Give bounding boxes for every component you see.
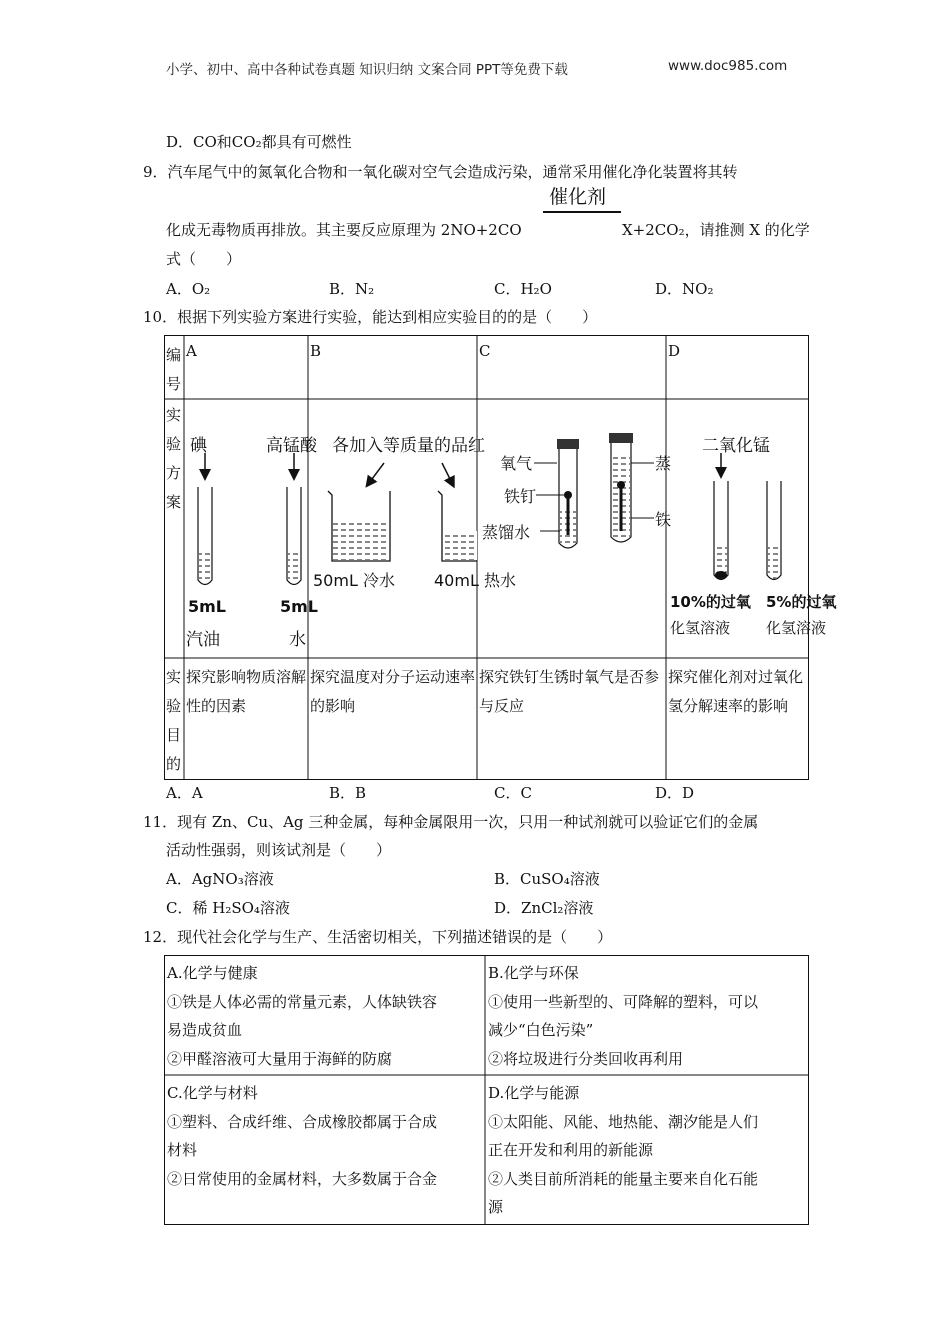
d-label-mno2: 二氧化锰 — [702, 436, 770, 456]
q12-d-line4: 源 — [488, 1198, 504, 1216]
q12-a-line1: ①铁是人体必需的常量元素，人体缺铁容 — [167, 992, 438, 1011]
page-header-url[interactable]: www.doc985.com — [668, 58, 788, 74]
q10-purpose-c: 探究铁钉生锈时氧气是否参与反应 — [479, 668, 660, 715]
q12-d-title: D.化学与能源 — [488, 1084, 580, 1102]
a-label-kmno4: 高锰酸 — [266, 436, 317, 456]
q12-b-title: B.化学与环保 — [488, 964, 579, 982]
a-label-tube2-liquid: 水 — [289, 630, 306, 650]
q12-cell-c — [167, 1079, 437, 1193]
a-tube-gasoline — [198, 453, 212, 585]
a-label-tube2-volume: 5mL — [280, 597, 318, 616]
b-beaker-hot — [438, 463, 477, 561]
d-label-5pct-l1: 5%的过氧 — [766, 593, 837, 611]
a-tube-water — [287, 453, 301, 585]
q11-option-b: B．CuSO₄溶液 — [494, 870, 600, 888]
c-label-water: 蒸馏水 — [482, 523, 531, 542]
q12-cell-d — [488, 1079, 758, 1222]
q11-option-d: D．ZnCl₂溶液 — [494, 899, 594, 917]
q10-experiment-diagram — [164, 335, 809, 780]
q10-row-label-purpose: 实验目的 — [166, 668, 182, 773]
q9-option-a: A．O₂ — [166, 280, 211, 298]
q10-option-b: B．B — [329, 784, 367, 802]
c-label-right-mid: 铁 — [655, 510, 672, 529]
d-tube-5pct — [767, 481, 781, 580]
q10-row-label-scheme: 实验方案 — [166, 406, 182, 511]
q12-b-line1: ①使用一些新型的、可降解的塑料，可以 — [488, 992, 759, 1011]
q10-col-a: A — [186, 342, 197, 360]
c-label-oxygen: 氧气 — [500, 454, 533, 473]
q10-stem: 10．根据下列实验方案进行实验，能达到相应实验目的的是（ ） — [143, 308, 598, 326]
q12-c-line2: 材料 — [167, 1141, 198, 1159]
q10-purpose-a: 探究影响物质溶解性的因素 — [186, 668, 307, 715]
b-beaker-cold — [328, 463, 390, 561]
q12-b-line2: 减少“白色污染” — [488, 1021, 594, 1039]
q11-line2: 活动性强弱，则该试剂是（ ） — [166, 841, 392, 859]
c-tube-water-only — [609, 433, 654, 542]
q10-option-c: C．C — [494, 784, 532, 802]
q12-d-line1: ①太阳能、风能、地热能、潮汐能是人们 — [488, 1112, 759, 1131]
q9-line3: 式（ ） — [166, 250, 242, 268]
a-label-tube1-volume: 5mL — [188, 597, 226, 616]
q9-catalyst-label: 催化剂 — [549, 186, 607, 208]
q12-d-line3: ②人类目前所消耗的能量主要来自化石能 — [488, 1169, 759, 1188]
q12-a-line2: 易造成贫血 — [167, 1021, 243, 1039]
q9-line1: 9．汽车尾气中的氮氧化合物和一氧化碳对空气会造成污染，通常采用催化净化装置将其转 — [143, 163, 738, 181]
q11-option-a: A．AgNO₃溶液 — [166, 870, 274, 888]
q10-option-a: A．A — [166, 784, 203, 802]
q9-option-c: C．H₂O — [494, 280, 552, 298]
d-label-10pct-l2: 化氢溶液 — [670, 619, 731, 637]
q12-table — [164, 955, 809, 1225]
a-label-iodine: 碘 — [190, 436, 207, 456]
d-tube-10pct — [714, 453, 728, 580]
q10-table — [164, 335, 837, 780]
q10-col-b: B — [310, 342, 322, 360]
q10-col-c: C — [479, 342, 491, 360]
q9-line2-left: 化成无毒物质再排放。其主要反应原理为 2NO+2CO — [166, 221, 522, 239]
q9-line2-right: X+2CO₂，请推测 X 的化学 — [622, 221, 810, 239]
q12-c-line1: ①塑料、合成纤维、合成橡胶都属于合成 — [167, 1112, 438, 1131]
q8-option-d: D．CO和CO₂都具有可燃性 — [166, 133, 352, 151]
q9-reaction-arrow-line — [543, 211, 621, 213]
q12-c-title: C.化学与材料 — [167, 1084, 258, 1102]
b-label-hot: 40mL 热水 — [434, 571, 516, 590]
q12-a-line3: ②甲醛溶液可大量用于海鲜的防腐 — [167, 1049, 393, 1068]
q12-b-line3: ②将垃圾进行分类回收再利用 — [488, 1049, 684, 1068]
d-label-10pct-l1: 10%的过氧 — [670, 593, 751, 611]
q10-purpose-d: 探究催化剂对过氧化氢分解速率的影响 — [668, 668, 804, 715]
q12-cell-a — [167, 959, 437, 1073]
q12-d-line2: 正在开发和利用的新能源 — [488, 1141, 654, 1159]
a-label-tube1-liquid: 汽油 — [186, 630, 220, 650]
c-tube-oxygen — [534, 439, 579, 548]
c-label-right-top: 蒸 — [655, 454, 672, 473]
q11-line1: 11．现有 Zn、Cu、Ag 三种金属，每种金属限用一次，只用一种试剂就可以验证它们的金属 — [143, 813, 759, 831]
q12-stem: 12．现代社会化学与生产、生活密切相关，下列描述错误的是（ ） — [143, 928, 613, 946]
q10-row-label-id: 编号 — [166, 346, 182, 393]
q9-option-b: B．N₂ — [329, 280, 375, 298]
page-header-title: 小学、初中、高中各种试卷真题 知识归纳 文案合同 PPT等免费下载 — [166, 62, 568, 78]
q10-purpose-b: 探究温度对分子运动速率的影响 — [310, 668, 476, 715]
q12-c-line3: ②日常使用的金属材料，大多数属于合金 — [167, 1169, 438, 1188]
q10-col-d: D — [668, 342, 681, 360]
c-label-nail: 铁钉 — [504, 487, 537, 506]
q12-a-title: A.化学与健康 — [167, 964, 258, 982]
b-label-cold: 50mL 冷水 — [313, 571, 395, 590]
q9-option-d: D．NO₂ — [655, 280, 714, 298]
q11-option-c: C．稀 H₂SO₄溶液 — [166, 899, 290, 917]
q10-option-d: D．D — [655, 784, 695, 802]
d-label-5pct-l2: 化氢溶液 — [766, 619, 827, 637]
q12-cell-b — [488, 959, 758, 1073]
b-label-top: 各加入等质量的品红 — [332, 436, 485, 456]
